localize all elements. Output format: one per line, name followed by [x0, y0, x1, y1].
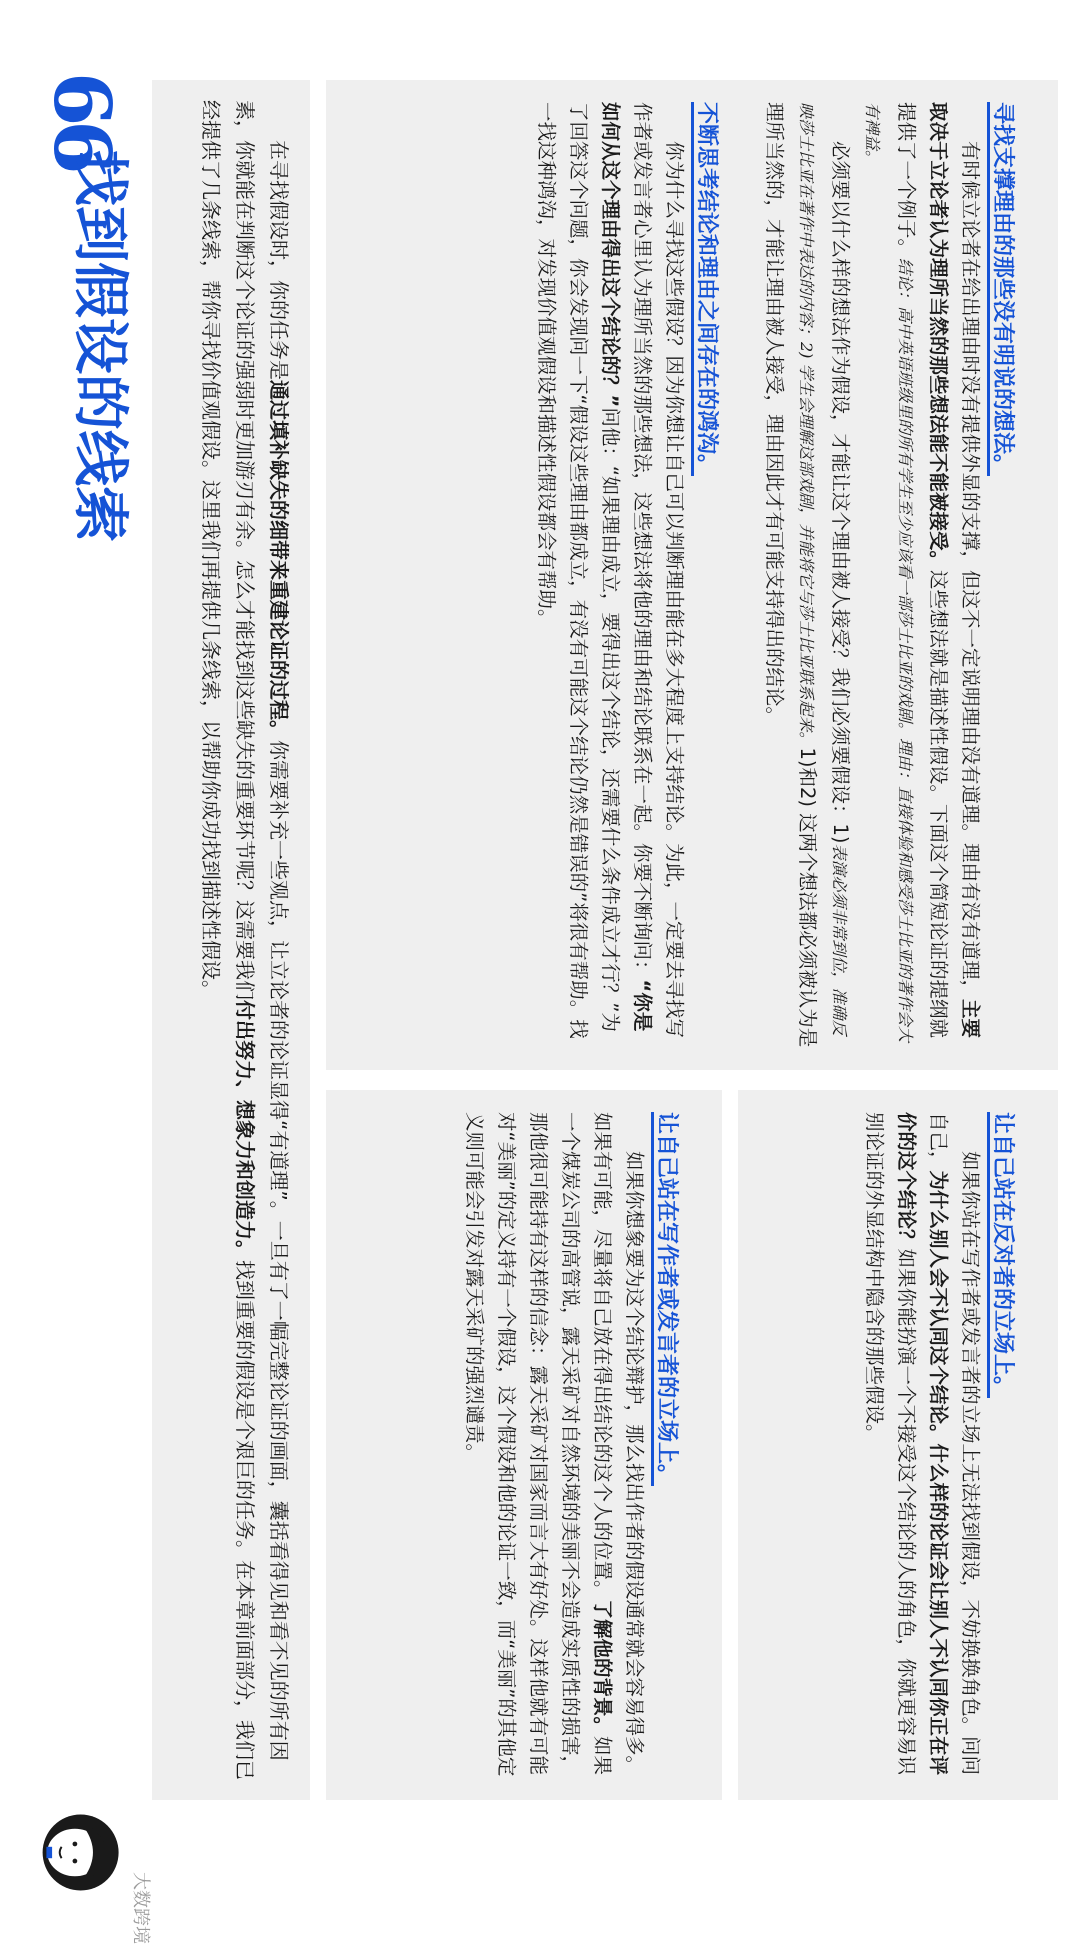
- girl-avatar-icon: [35, 1805, 130, 1900]
- panel-body: [458, 1112, 650, 1778]
- panel4-bold-1: 为什么别人会不认同这个结论。什么样的论证会让别人不认同你正在评价的这个结论？: [895, 1112, 950, 1776]
- panel-gap-thinking: [326, 80, 762, 1070]
- panel2-assumptions: 表演必须非常到位，准确反映莎士比亚在著作中表达的内容；2) 学生会理解这部戏剧，并能将它与莎士比亚联系起来。: [797, 102, 849, 1036]
- intro-text-3: 找到重要的假设是个艰巨的任务。在本章前面部分，我们已经提供了几条线索，帮你寻找价值观假设。这里我们再提供几条线索，以帮助你成功找到描述性假设。: [199, 100, 257, 1780]
- panel-opponent-position: [738, 1090, 1058, 1800]
- panel-heading: [650, 1112, 682, 1778]
- panel2-example: 结论：高中英语班级里的所有学生至少应该看一部莎士比亚的戏剧。理由：直接体验和感受莎士比亚的著作会大有裨益。: [863, 102, 915, 1043]
- intro-bold-2: 付出努力、想象力和创造力。: [233, 1000, 257, 1260]
- panel2-text-2: 这些想法就是描述性假设。下面这个简短论证的提纲就提供了一个例子。: [895, 102, 950, 1039]
- panel-body: [530, 102, 690, 1048]
- panel-body: [858, 1112, 986, 1778]
- intro-bold-1: 通过填补缺失的细带来重建论证的过程。: [267, 380, 291, 740]
- panel-unstated-ideas: [762, 80, 1058, 1070]
- panel-author-position: [326, 1090, 722, 1800]
- panel4-heading-text: 让自己站在反对者的立场上。: [987, 1112, 1015, 1398]
- panel2-text-4: 1)和2) 这两个想法都必须被认为是理所当然的，才能让理由被人接受，理由因此才有可能支持得出的结论。: [763, 102, 819, 1048]
- panel2-bold-1: 主要取决于立论者认为理所当然的那些想法能不能被接受。: [927, 102, 982, 1039]
- panel1-heading-text: 不断思考结论和理由之间存在的鸿沟。: [691, 102, 719, 476]
- panel1-text-2: 问他：“如果理由成立，要得出这个结论，还需要什么条件成立才行？”为了回答这个问题，你会发现问一下“假设这些理由都成立，有没有可能这个结论仍然是错误的”将很有帮助。找一找这种鸿沟，对发现价值观假设和描述性假设都会有帮助。: [535, 102, 622, 1039]
- panel-body: [856, 102, 986, 1048]
- intro-text-2: 你需要补充一些观点，让立论者的论证显得“有道理”。一旦有了一幅完整论证的画面，囊括看得见和看不见的所有因素，你就能在判断这个论证的强弱时更加游刃有余。怎么才能找到这些缺失的重要环节呢？这需要我们: [233, 100, 291, 1761]
- panel-heading: [986, 1112, 1018, 1778]
- panel3-text-1: 如果你想象要为这个结论辩护，那么找出作者的假设通常就会容易得多。如果有可能，尽量将自己放在得出结论的这个人的位置。: [591, 1112, 646, 1776]
- panel-heading: [986, 102, 1018, 1048]
- panel3-heading-text: 让自己站在写作者或发言者的立场上。: [651, 1112, 679, 1486]
- panel2-text-1: 有时候立论者在给出理由时没有提供外显的支撑，但这不一定说明理由没有道理。理由有没有道理，: [959, 141, 982, 1000]
- page-title: 找到假设的线索: [67, 150, 132, 542]
- panel2-text-3: 必须要以什么样的想法作为假设，才能让这个理由被人接受？我们必须要假设：1): [829, 141, 852, 844]
- panel4-text-2: 如果你能扮演一个不接受这个结论的人的角色，你就更容易识别论证的外显结构中隐含的那些假设。: [863, 1112, 918, 1776]
- panel1-bold-1: “你是如何从这个理由得出这个结论的？”: [599, 102, 654, 1032]
- panel-body-2: [758, 102, 856, 1048]
- panel3-bold-1: 了解他的背景。: [591, 1599, 614, 1737]
- panel3-text-2: 如果一个煤炭公司的高管说，露天采矿对自然环境的美丽不会造成实质性的损害，那他很可能持有这样的信念：露天采矿对国家而言大有好处。这样他就有可能对“美丽”的定义持有一个假设，这个假设和他的论证一致，而“美丽”的其他定义则可能会引发对露天采矿的强烈谴责。: [463, 1112, 614, 1777]
- intro-paragraph: [194, 100, 296, 1780]
- watermark: 大数跨境: [130, 1872, 151, 1944]
- intro-panel: [152, 80, 310, 1800]
- panel4-text-1: 如果你站在写作者或发言者的立场上无法找到假设，不妨换换角色。问问自己，: [927, 1112, 982, 1776]
- panel-heading: [690, 102, 722, 1048]
- quote-mark-icon: 66: [36, 72, 127, 169]
- panel2-heading-text: 寻找支撑理由的那些没有明说的想法。: [987, 102, 1015, 476]
- intro-text-1: 在寻找假设时，你的任务是: [267, 140, 291, 380]
- panel1-text-1: 你为什么寻找这些假设？因为你想让自己可以判断理由能在多大程度上支持结论。为此，一定要去寻找写作者或发言者心里认为理所当然的那些想法，这些想法将他的理由和结论联系在一起。你要不断询问：: [631, 102, 686, 1039]
